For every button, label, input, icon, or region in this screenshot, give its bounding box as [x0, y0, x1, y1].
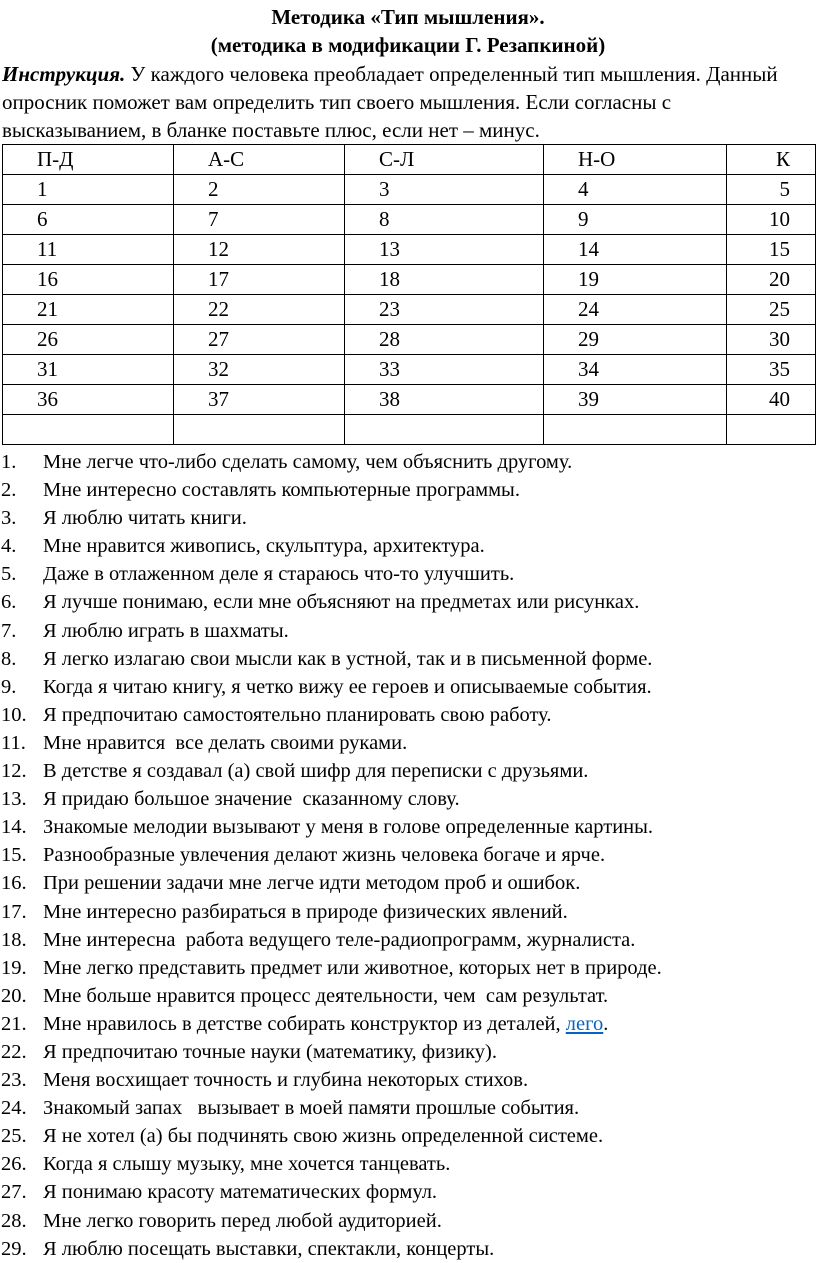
- grid-header-cell: Н-О: [544, 145, 727, 175]
- statement-item: [0, 757, 816, 785]
- statement-item: [0, 504, 816, 532]
- grid-header-cell: П-Д: [3, 145, 174, 175]
- grid-row: [3, 205, 816, 235]
- grid-cell: 20: [727, 265, 816, 295]
- instruction-lead: Инструкция.: [2, 62, 126, 86]
- grid-cell: 39: [544, 385, 727, 415]
- grid-cell: 29: [544, 325, 727, 355]
- statement-number: 22.: [1, 1040, 27, 1063]
- statement-item: [0, 1122, 816, 1150]
- statement-number: 3.: [1, 507, 17, 530]
- statement-text: При решении задачи мне легче идти методом проб и ошибок.: [43, 872, 581, 895]
- statement-text: Мне интересно разбираться в природе физических явлений.: [43, 900, 568, 923]
- grid-cell: 40: [727, 385, 816, 415]
- statement-number: 12.: [1, 760, 27, 783]
- grid-cell: 28: [345, 325, 544, 355]
- statement-item: [0, 982, 816, 1010]
- statement-number: 24.: [1, 1097, 27, 1120]
- grid-cell: 26: [3, 325, 174, 355]
- grid-cell: 3: [345, 175, 544, 205]
- document-subtitle: (методика в модификации Г. Резапкиной): [210, 33, 606, 57]
- grid-cell: 5: [727, 175, 816, 205]
- statement-number: 11.: [1, 731, 26, 754]
- grid-row: [3, 175, 816, 205]
- statement-punctuation: .: [603, 1012, 609, 1035]
- grid-cell: 33: [345, 355, 544, 385]
- instruction-text: У каждого человека преобладает определенный тип мышления. Данный опросник поможет вам определить тип своего мышления. Если согласны с высказыванием, в бланке поставьте плюс, если нет – минус.: [2, 62, 778, 142]
- statement-text: Я люблю играть в шахматы.: [43, 619, 289, 642]
- statement-item: [0, 560, 816, 588]
- grid-cell: 30: [727, 325, 816, 355]
- grid-cell: 14: [544, 235, 727, 265]
- statement-item: [0, 869, 816, 897]
- statement-item: [0, 673, 816, 701]
- answer-grid-body: [3, 145, 816, 445]
- grid-cell: 24: [544, 295, 727, 325]
- grid-header-cell: С-Л: [345, 145, 544, 175]
- statement-item: [0, 588, 816, 616]
- grid-cell: 16: [3, 265, 174, 295]
- statement-number: 8.: [1, 647, 17, 670]
- statement-number: 21.: [1, 1012, 27, 1035]
- statement-text: Меня восхищает точность и глубина некоторых стихов.: [43, 1069, 529, 1092]
- grid-cell: [3, 415, 174, 445]
- grid-cell: 32: [174, 355, 345, 385]
- statement-text: Мне интересно составлять компьютерные программы.: [43, 479, 520, 502]
- statement-text: Я предпочитаю самостоятельно планировать свою работу.: [43, 703, 552, 726]
- statement-item: [0, 1094, 816, 1122]
- statement-item: [0, 1178, 816, 1206]
- statement-text: Когда я слышу музыку, мне хочется танцевать.: [43, 1153, 451, 1176]
- statement-number: 4.: [1, 535, 17, 558]
- statement-item: [0, 532, 816, 560]
- grid-cell: 8: [345, 205, 544, 235]
- statement-number: 10.: [1, 703, 27, 726]
- grid-cell: 25: [727, 295, 816, 325]
- statement-list: [0, 448, 816, 1263]
- grid-cell: 22: [174, 295, 345, 325]
- document-title: Методика «Тип мышления».: [271, 5, 545, 29]
- grid-cell: [345, 415, 544, 445]
- statement-number: 25.: [1, 1125, 27, 1148]
- grid-cell: 10: [727, 205, 816, 235]
- statement-number: 20.: [1, 984, 27, 1007]
- statement-text: Мне нравится живопись, скульптура, архитектура.: [43, 535, 485, 558]
- grid-cell: 15: [727, 235, 816, 265]
- statement-text: Я придаю большое значение сказанному слову.: [43, 788, 460, 811]
- statement-item: [0, 813, 816, 841]
- grid-row: [3, 265, 816, 295]
- statement-number: 14.: [1, 816, 27, 839]
- lego-link[interactable]: лего: [565, 1012, 604, 1035]
- grid-row: [3, 295, 816, 325]
- statement-item: [0, 701, 816, 729]
- grid-header-cell: К: [727, 145, 816, 175]
- statement-text: Знакомый запах вызывает в моей памяти прошлые события.: [43, 1097, 580, 1120]
- statement-number: 7.: [1, 619, 17, 642]
- statement-text: Мне больше нравится процесс деятельности, чем сам результат.: [43, 984, 609, 1007]
- statement-item: [0, 1150, 816, 1178]
- grid-cell: 23: [345, 295, 544, 325]
- statement-item: [0, 954, 816, 982]
- grid-row: [3, 385, 816, 415]
- statement-item: [0, 1038, 816, 1066]
- grid-row: [3, 355, 816, 385]
- statement-number: 15.: [1, 844, 27, 867]
- grid-cell: 13: [345, 235, 544, 265]
- statement-text: Я понимаю красоту математических формул.: [43, 1181, 438, 1204]
- statement-number: 1.: [1, 451, 17, 473]
- statement-text: Я люблю посещать выставки, спектакли, концерты.: [43, 1237, 495, 1260]
- grid-cell: 11: [3, 235, 174, 265]
- statement-number: 27.: [1, 1181, 27, 1204]
- statement-text: Я легко излагаю свои мысли как в устной, так и в письменной форме.: [43, 647, 653, 670]
- statement-text: Мне нравится все делать своими руками.: [43, 731, 408, 754]
- statement-text: Разнообразные увлечения делают жизнь человека богаче и ярче.: [43, 844, 606, 867]
- statement-text: Я лучше понимаю, если мне объясняют на предметах или рисунках.: [43, 591, 640, 614]
- statement-number: 28.: [1, 1209, 27, 1232]
- statement-text: Я люблю читать книги.: [43, 507, 247, 530]
- statement-number: 5.: [1, 563, 17, 586]
- grid-row: [3, 415, 816, 445]
- statement-text: Я не хотел (а) бы подчинять свою жизнь определенной системе.: [43, 1125, 604, 1148]
- grid-cell: 37: [174, 385, 345, 415]
- grid-cell: 7: [174, 205, 345, 235]
- statement-text: Мне легко представить предмет или животное, которых нет в природе.: [43, 956, 662, 979]
- statement-item: [0, 617, 816, 645]
- statement-item: [0, 476, 816, 504]
- grid-cell: 38: [345, 385, 544, 415]
- grid-cell: 19: [544, 265, 727, 295]
- statement-number: 2.: [1, 479, 17, 502]
- grid-cell: 34: [544, 355, 727, 385]
- statement-text: Я предпочитаю точные науки (математику, физику).: [43, 1040, 497, 1063]
- grid-cell: 1: [3, 175, 174, 205]
- statement-text: Мне интересна работа ведущего теле-радиопрограмм, журналиста.: [43, 928, 636, 951]
- instruction-paragraph: [0, 60, 816, 144]
- statement-text: Знакомые мелодии вызывают у меня в голове определенные картины.: [43, 816, 654, 839]
- grid-cell: 36: [3, 385, 174, 415]
- grid-cell: 6: [3, 205, 174, 235]
- statement-number: 16.: [1, 872, 27, 895]
- statement-number: 19.: [1, 956, 27, 979]
- statement-item: [0, 898, 816, 926]
- grid-cell: 27: [174, 325, 345, 355]
- grid-header-cell: А-С: [174, 145, 345, 175]
- statement-number: 18.: [1, 928, 27, 951]
- grid-cell: 2: [174, 175, 345, 205]
- grid-cell: [544, 415, 727, 445]
- grid-cell: 35: [727, 355, 816, 385]
- statement-number: 29.: [1, 1237, 27, 1260]
- grid-cell: 12: [174, 235, 345, 265]
- grid-cell: 17: [174, 265, 345, 295]
- grid-row: [3, 325, 816, 355]
- statement-number: 17.: [1, 900, 27, 923]
- grid-cell: 18: [345, 265, 544, 295]
- statement-number: 6.: [1, 591, 17, 614]
- grid-row: [3, 235, 816, 265]
- statement-item: [0, 785, 816, 813]
- statement-item: [0, 841, 816, 869]
- grid-header-row: [3, 145, 816, 175]
- statement-text: Когда я читаю книгу, я четко вижу ее героев и описываемые события.: [43, 675, 652, 698]
- answer-grid: [2, 144, 816, 445]
- statement-item: [0, 645, 816, 673]
- statement-text: Мне легче что-либо сделать самому, чем объяснить другому.: [43, 451, 573, 473]
- statement-number: 9.: [1, 675, 17, 698]
- statement-item: [0, 1010, 816, 1038]
- statement-number: 26.: [1, 1153, 27, 1176]
- statement-text: Мне легко говорить перед любой аудиторией.: [43, 1209, 442, 1232]
- grid-cell: 9: [544, 205, 727, 235]
- statement-text: Мне нравилось в детстве собирать конструктор из деталей,: [43, 1012, 566, 1035]
- statement-number: 13.: [1, 788, 27, 811]
- statement-text: Даже в отлаженном деле я стараюсь что-то улучшить.: [43, 563, 515, 586]
- statement-item: [0, 729, 816, 757]
- grid-cell: 21: [3, 295, 174, 325]
- grid-cell: [174, 415, 345, 445]
- statement-item: [0, 448, 816, 476]
- statement-item: [0, 1207, 816, 1235]
- grid-cell: 31: [3, 355, 174, 385]
- grid-cell: [727, 415, 816, 445]
- statement-item: [0, 1066, 816, 1094]
- statement-item: [0, 1235, 816, 1263]
- statement-item: [0, 926, 816, 954]
- statement-number: 23.: [1, 1069, 27, 1092]
- grid-cell: 4: [544, 175, 727, 205]
- statement-text: В детстве я создавал (а) свой шифр для переписки с друзьями.: [43, 760, 589, 783]
